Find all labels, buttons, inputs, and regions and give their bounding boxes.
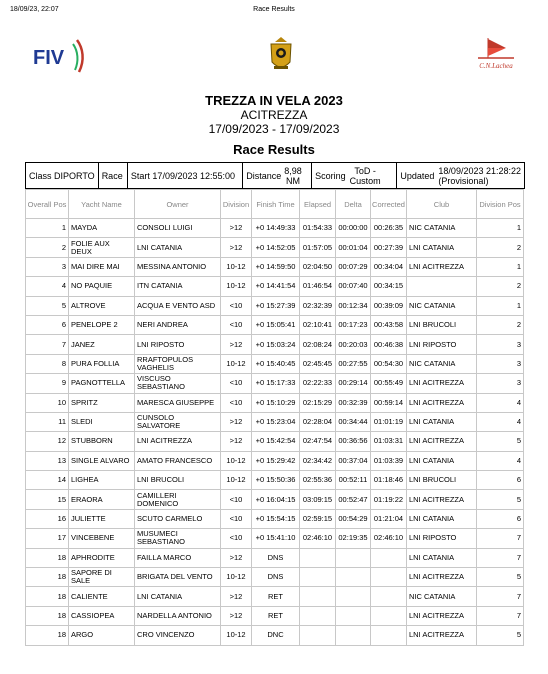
owner-cell: NERI ANDREA [135, 315, 221, 334]
elapsed-cell: 02:08:24 [300, 335, 336, 354]
corrected-cell [371, 606, 407, 625]
elapsed-cell: 02:15:29 [300, 393, 336, 412]
delta-cell: 00:52:47 [336, 490, 371, 509]
owner-cell: LNI CATANIA [135, 587, 221, 606]
table-row [26, 354, 524, 373]
club-cell: LNI CATANIA [407, 238, 477, 257]
delta-cell: 02:19:35 [336, 529, 371, 548]
corrected-cell: 00:26:35 [371, 219, 407, 238]
corrected-cell: 00:27:39 [371, 238, 407, 257]
elapsed-cell [300, 568, 336, 587]
finish-time-cell: +0 15:50:36 [252, 471, 300, 490]
column-header: Finish Time [252, 190, 300, 219]
division-cell: >12 [221, 219, 252, 238]
corrected-cell: 00:55:49 [371, 374, 407, 393]
table-row [26, 335, 524, 354]
owner-cell: CRO VINCENZO [135, 626, 221, 645]
column-header: Division [221, 190, 252, 219]
corrected-cell: 01:03:39 [371, 451, 407, 470]
division-pos-cell: 7 [477, 548, 524, 567]
overall-pos-cell: 4 [26, 277, 69, 296]
elapsed-cell: 02:45:45 [300, 354, 336, 373]
table-row [26, 451, 524, 470]
corrected-cell: 01:19:22 [371, 490, 407, 509]
column-header: Overall Pos [26, 190, 69, 219]
delta-cell: 00:37:04 [336, 451, 371, 470]
elapsed-cell: 02:28:04 [300, 412, 336, 431]
club-cell: NIC CATANIA [407, 587, 477, 606]
delta-cell: 00:00:00 [336, 219, 371, 238]
division-pos-cell: 4 [477, 412, 524, 431]
delta-cell: 00:27:55 [336, 354, 371, 373]
corrected-cell: 00:54:30 [371, 354, 407, 373]
race-cell [99, 163, 128, 188]
delta-cell: 00:07:29 [336, 257, 371, 276]
yacht-name-cell: VINCEBENE [69, 529, 135, 548]
overall-pos-cell: 18 [26, 606, 69, 625]
yacht-name-cell: PAGNOTTELLA [69, 374, 135, 393]
delta-cell: 00:17:23 [336, 315, 371, 334]
division-pos-cell: 2 [477, 315, 524, 334]
finish-time-cell: +0 15:29:42 [252, 451, 300, 470]
updated-status: (Provisional) [438, 175, 489, 186]
division-cell: <10 [221, 490, 252, 509]
club-cell: NIC CATANIA [407, 219, 477, 238]
distance-unit: NM [285, 175, 300, 186]
elapsed-cell: 02:32:39 [300, 296, 336, 315]
table-row [26, 219, 524, 238]
yacht-name-cell: NO PAQUIE [69, 277, 135, 296]
division-cell: <10 [221, 296, 252, 315]
club-cell: LNI CATANIA [407, 451, 477, 470]
overall-pos-cell: 7 [26, 335, 69, 354]
yacht-name-cell: LIGHEA [69, 471, 135, 490]
finish-time-cell: +0 16:04:15 [252, 490, 300, 509]
section-title: Race Results [233, 142, 315, 157]
header-row [26, 190, 524, 219]
club-cell: LNI RIPOSTO [407, 529, 477, 548]
elapsed-cell: 02:22:33 [300, 374, 336, 393]
club-cell: LNI BRUCOLI [407, 315, 477, 334]
overall-pos-cell: 3 [26, 257, 69, 276]
overall-pos-cell: 15 [26, 490, 69, 509]
delta-cell: 00:54:29 [336, 509, 371, 528]
delta-cell [336, 548, 371, 567]
table-row [26, 432, 524, 451]
club-cell: LNI CATANIA [407, 412, 477, 431]
column-header: Club [407, 190, 477, 219]
division-pos-cell: 7 [477, 587, 524, 606]
elapsed-cell: 01:54:33 [300, 219, 336, 238]
finish-time-cell: +0 15:41:10 [252, 529, 300, 548]
division-pos-cell: 7 [477, 606, 524, 625]
column-header: Corrected [371, 190, 407, 219]
finish-time-cell: +0 15:10:29 [252, 393, 300, 412]
overall-pos-cell: 13 [26, 451, 69, 470]
delta-cell: 00:07:40 [336, 277, 371, 296]
corrected-cell: 00:59:14 [371, 393, 407, 412]
owner-cell: CUNSOLO SALVATORE [135, 412, 221, 431]
division-pos-cell: 2 [477, 238, 524, 257]
club-cell: LNI CATANIA [407, 548, 477, 567]
updated-label: Updated [400, 170, 435, 181]
overall-pos-cell: 1 [26, 219, 69, 238]
division-pos-cell: 4 [477, 451, 524, 470]
division-cell: >12 [221, 238, 252, 257]
results-table [25, 189, 524, 646]
elapsed-cell: 02:10:41 [300, 315, 336, 334]
print-header [10, 6, 538, 18]
yacht-name-cell: CALIENTE [69, 587, 135, 606]
delta-cell [336, 587, 371, 606]
table-row [26, 393, 524, 412]
corrected-cell: 00:46:38 [371, 335, 407, 354]
elapsed-cell [300, 626, 336, 645]
overall-pos-cell: 5 [26, 296, 69, 315]
overall-pos-cell: 11 [26, 412, 69, 431]
table-row [26, 606, 524, 625]
division-cell: 10-12 [221, 277, 252, 296]
elapsed-cell: 02:47:54 [300, 432, 336, 451]
table-row [26, 412, 524, 431]
yacht-name-cell: CASSIOPEA [69, 606, 135, 625]
delta-cell: 00:34:44 [336, 412, 371, 431]
division-pos-cell: 3 [477, 335, 524, 354]
yacht-name-cell: FOLIE AUX DEUX [69, 238, 135, 257]
owner-cell: FAILLA MARCO [135, 548, 221, 567]
yacht-name-cell: PENELOPE 2 [69, 315, 135, 334]
event-dates: 17/09/2023 - 17/09/2023 [208, 122, 340, 136]
finish-time-cell: +0 14:52:05 [252, 238, 300, 257]
table-row [26, 471, 524, 490]
finish-time-cell: +0 15:40:45 [252, 354, 300, 373]
yacht-name-cell: ALTROVE [69, 296, 135, 315]
delta-cell: 00:01:04 [336, 238, 371, 257]
yacht-name-cell: SAPORE DI SALE [69, 568, 135, 587]
division-cell: >12 [221, 548, 252, 567]
event-header [0, 93, 548, 157]
elapsed-cell: 02:46:10 [300, 529, 336, 548]
club-cell: LNI RIPOSTO [407, 335, 477, 354]
division-cell: 10-12 [221, 257, 252, 276]
club-cell: LNI CATANIA [407, 509, 477, 528]
elapsed-cell: 02:04:50 [300, 257, 336, 276]
division-pos-cell: 6 [477, 471, 524, 490]
column-header: Division Pos [477, 190, 524, 219]
delta-cell: 00:52:11 [336, 471, 371, 490]
owner-cell: LNI BRUCOLI [135, 471, 221, 490]
table-row [26, 587, 524, 606]
elapsed-cell: 01:46:54 [300, 277, 336, 296]
yacht-name-cell: SINGLE ALVARO [69, 451, 135, 470]
column-header: Delta [336, 190, 371, 219]
cn-lachea-text: C.N.Lachea [479, 62, 513, 70]
finish-time-cell: +0 15:42:54 [252, 432, 300, 451]
corrected-cell: 00:34:15 [371, 277, 407, 296]
finish-time-cell: +0 15:54:15 [252, 509, 300, 528]
division-cell: 10-12 [221, 568, 252, 587]
club-cell: LNI ACITREZZA [407, 606, 477, 625]
division-pos-cell: 7 [477, 529, 524, 548]
corrected-cell [371, 548, 407, 567]
table-row [26, 296, 524, 315]
division-cell: <10 [221, 529, 252, 548]
corrected-cell: 00:43:58 [371, 315, 407, 334]
finish-time-cell: +0 14:59:50 [252, 257, 300, 276]
division-cell: >12 [221, 432, 252, 451]
club-cell: LNI ACITREZZA [407, 374, 477, 393]
finish-time-cell: RET [252, 587, 300, 606]
elapsed-cell [300, 548, 336, 567]
yacht-name-cell: MAYDA [69, 219, 135, 238]
owner-cell: CONSOLI LUIGI [135, 219, 221, 238]
division-pos-cell: 5 [477, 490, 524, 509]
yacht-name-cell: STUBBORN [69, 432, 135, 451]
distance-value-block [284, 166, 302, 186]
scoring-value-1: ToD - [354, 165, 376, 176]
class-cell [26, 163, 99, 188]
division-pos-cell: 6 [477, 509, 524, 528]
yacht-name-cell: MAI DIRE MAI [69, 257, 135, 276]
club-cell: NIC CATANIA [407, 354, 477, 373]
division-cell: <10 [221, 509, 252, 528]
corrected-cell: 01:01:19 [371, 412, 407, 431]
division-cell: >12 [221, 412, 252, 431]
yacht-name-cell: APHRODITE [69, 548, 135, 567]
column-header: Yacht Name [69, 190, 135, 219]
corrected-cell [371, 568, 407, 587]
scoring-value-2: Custom [349, 175, 381, 186]
corrected-cell: 00:34:04 [371, 257, 407, 276]
updated-value: 18/09/2023 21:28:22 [438, 165, 521, 176]
owner-cell: CAMILLERI DOMENICO [135, 490, 221, 509]
owner-cell: MARESCA GIUSEPPE [135, 393, 221, 412]
overall-pos-cell: 17 [26, 529, 69, 548]
scoring-label: Scoring [315, 170, 346, 181]
corrected-cell: 01:18:46 [371, 471, 407, 490]
finish-time-cell: +0 15:03:24 [252, 335, 300, 354]
overall-pos-cell: 16 [26, 509, 69, 528]
fiv-logo-text: FIV [33, 47, 65, 69]
elapsed-cell: 01:57:05 [300, 238, 336, 257]
print-timestamp: 18/09/23, 22:07 [10, 6, 59, 13]
division-pos-cell: 1 [477, 296, 524, 315]
division-cell: 10-12 [221, 471, 252, 490]
club-cell: NIC CATANIA [407, 296, 477, 315]
corrected-cell: 01:03:31 [371, 432, 407, 451]
delta-cell: 00:32:39 [336, 393, 371, 412]
crest-logo [266, 36, 296, 74]
division-pos-cell: 1 [477, 219, 524, 238]
owner-cell: RRAFTOPULOS VAGHELIS [135, 354, 221, 373]
overall-pos-cell: 18 [26, 587, 69, 606]
table-row [26, 529, 524, 548]
owner-cell: MUSUMECI SEBASTIANO [135, 529, 221, 548]
class-info-bar [25, 162, 525, 189]
scoring-cell [312, 163, 397, 188]
overall-pos-cell: 18 [26, 626, 69, 645]
owner-cell: AMATO FRANCESCO [135, 451, 221, 470]
overall-pos-cell: 12 [26, 432, 69, 451]
delta-cell: 00:20:03 [336, 335, 371, 354]
finish-time-cell: DNS [252, 568, 300, 587]
overall-pos-cell: 10 [26, 393, 69, 412]
table-row [26, 374, 524, 393]
table-row [26, 238, 524, 257]
start-cell [128, 163, 243, 188]
yacht-name-cell: SPRITZ [69, 393, 135, 412]
club-cell: LNI ACITREZZA [407, 393, 477, 412]
division-cell: 10-12 [221, 354, 252, 373]
delta-cell [336, 626, 371, 645]
delta-cell [336, 568, 371, 587]
club-cell [407, 277, 477, 296]
club-cell: LNI ACITREZZA [407, 432, 477, 451]
division-pos-cell: 5 [477, 432, 524, 451]
finish-time-cell: +0 15:17:33 [252, 374, 300, 393]
owner-cell: ITN CATANIA [135, 277, 221, 296]
division-pos-cell: 1 [477, 257, 524, 276]
finish-time-cell: +0 14:49:33 [252, 219, 300, 238]
overall-pos-cell: 9 [26, 374, 69, 393]
elapsed-cell: 02:55:36 [300, 471, 336, 490]
division-cell: <10 [221, 315, 252, 334]
club-cell: LNI ACITREZZA [407, 626, 477, 645]
finish-time-cell: +0 15:05:41 [252, 315, 300, 334]
division-cell: <10 [221, 374, 252, 393]
yacht-name-cell: SLEDI [69, 412, 135, 431]
elapsed-cell [300, 606, 336, 625]
updated-value-block [438, 166, 521, 186]
division-cell: 10-12 [221, 451, 252, 470]
division-cell: >12 [221, 335, 252, 354]
division-cell: <10 [221, 393, 252, 412]
cn-lachea-logo [470, 36, 522, 76]
distance-value: 8,98 [284, 165, 302, 176]
yacht-name-cell: PURA FOLLIA [69, 354, 135, 373]
owner-cell: BRIGATA DEL VENTO [135, 568, 221, 587]
division-cell: 10-12 [221, 626, 252, 645]
owner-cell: LNI ACITREZZA [135, 432, 221, 451]
club-cell: LNI ACITREZZA [407, 568, 477, 587]
division-pos-cell: 4 [477, 393, 524, 412]
division-pos-cell: 2 [477, 277, 524, 296]
corrected-cell: 02:46:10 [371, 529, 407, 548]
updated-cell [397, 163, 524, 188]
class-name: Class DIPORTO [29, 170, 95, 181]
yacht-name-cell: ARGO [69, 626, 135, 645]
overall-pos-cell: 6 [26, 315, 69, 334]
finish-time-cell: +0 14:41:54 [252, 277, 300, 296]
corrected-cell: 01:21:04 [371, 509, 407, 528]
event-title: TREZZA IN VELA 2023 [205, 93, 343, 108]
table-row [26, 277, 524, 296]
delta-cell [336, 606, 371, 625]
delta-cell: 00:12:34 [336, 296, 371, 315]
column-header: Owner [135, 190, 221, 219]
column-header: Elapsed [300, 190, 336, 219]
club-cell: LNI BRUCOLI [407, 471, 477, 490]
finish-time-cell: +0 15:23:04 [252, 412, 300, 431]
division-cell: >12 [221, 587, 252, 606]
owner-cell: LNI RIPOSTO [135, 335, 221, 354]
corrected-cell [371, 587, 407, 606]
division-pos-cell: 5 [477, 568, 524, 587]
finish-time-cell: RET [252, 606, 300, 625]
print-page-title: Race Results [253, 6, 295, 13]
yacht-name-cell: JANEZ [69, 335, 135, 354]
division-pos-cell: 3 [477, 374, 524, 393]
distance-label: Distance [246, 170, 282, 181]
event-venue: ACITREZZA [240, 108, 308, 122]
overall-pos-cell: 18 [26, 568, 69, 587]
corrected-cell: 00:39:09 [371, 296, 407, 315]
results-body [26, 219, 524, 646]
finish-time-cell: +0 15:27:39 [252, 296, 300, 315]
owner-cell: SCUTO CARMELO [135, 509, 221, 528]
division-cell: >12 [221, 606, 252, 625]
owner-cell: NARDELLA ANTONIO [135, 606, 221, 625]
corrected-cell [371, 626, 407, 645]
fiv-logo [33, 38, 93, 74]
start-time: Start 17/09/2023 12:55:00 [130, 170, 236, 181]
owner-cell: LNI CATANIA [135, 238, 221, 257]
club-cell: LNI ACITREZZA [407, 490, 477, 509]
table-row [26, 257, 524, 276]
elapsed-cell: 02:59:15 [300, 509, 336, 528]
yacht-name-cell: ERAORA [69, 490, 135, 509]
owner-cell: VISCUSO SEBASTIANO [135, 374, 221, 393]
finish-time-cell: DNC [252, 626, 300, 645]
division-pos-cell: 3 [477, 354, 524, 373]
distance-cell [243, 163, 312, 188]
table-row [26, 509, 524, 528]
club-cell: LNI ACITREZZA [407, 257, 477, 276]
elapsed-cell [300, 587, 336, 606]
table-row [26, 626, 524, 645]
table-row [26, 568, 524, 587]
table-row [26, 548, 524, 567]
delta-cell: 00:36:56 [336, 432, 371, 451]
scoring-value-block [350, 166, 381, 186]
overall-pos-cell: 8 [26, 354, 69, 373]
overall-pos-cell: 2 [26, 238, 69, 257]
owner-cell: ACQUA E VENTO ASD [135, 296, 221, 315]
finish-time-cell: DNS [252, 548, 300, 567]
elapsed-cell: 02:34:42 [300, 451, 336, 470]
table-row [26, 315, 524, 334]
delta-cell: 00:29:14 [336, 374, 371, 393]
owner-cell: MESSINA ANTONIO [135, 257, 221, 276]
table-row [26, 490, 524, 509]
overall-pos-cell: 18 [26, 548, 69, 567]
division-pos-cell: 5 [477, 626, 524, 645]
elapsed-cell: 03:09:15 [300, 490, 336, 509]
race-label: Race [101, 170, 123, 181]
yacht-name-cell: JULIETTE [69, 509, 135, 528]
overall-pos-cell: 14 [26, 471, 69, 490]
